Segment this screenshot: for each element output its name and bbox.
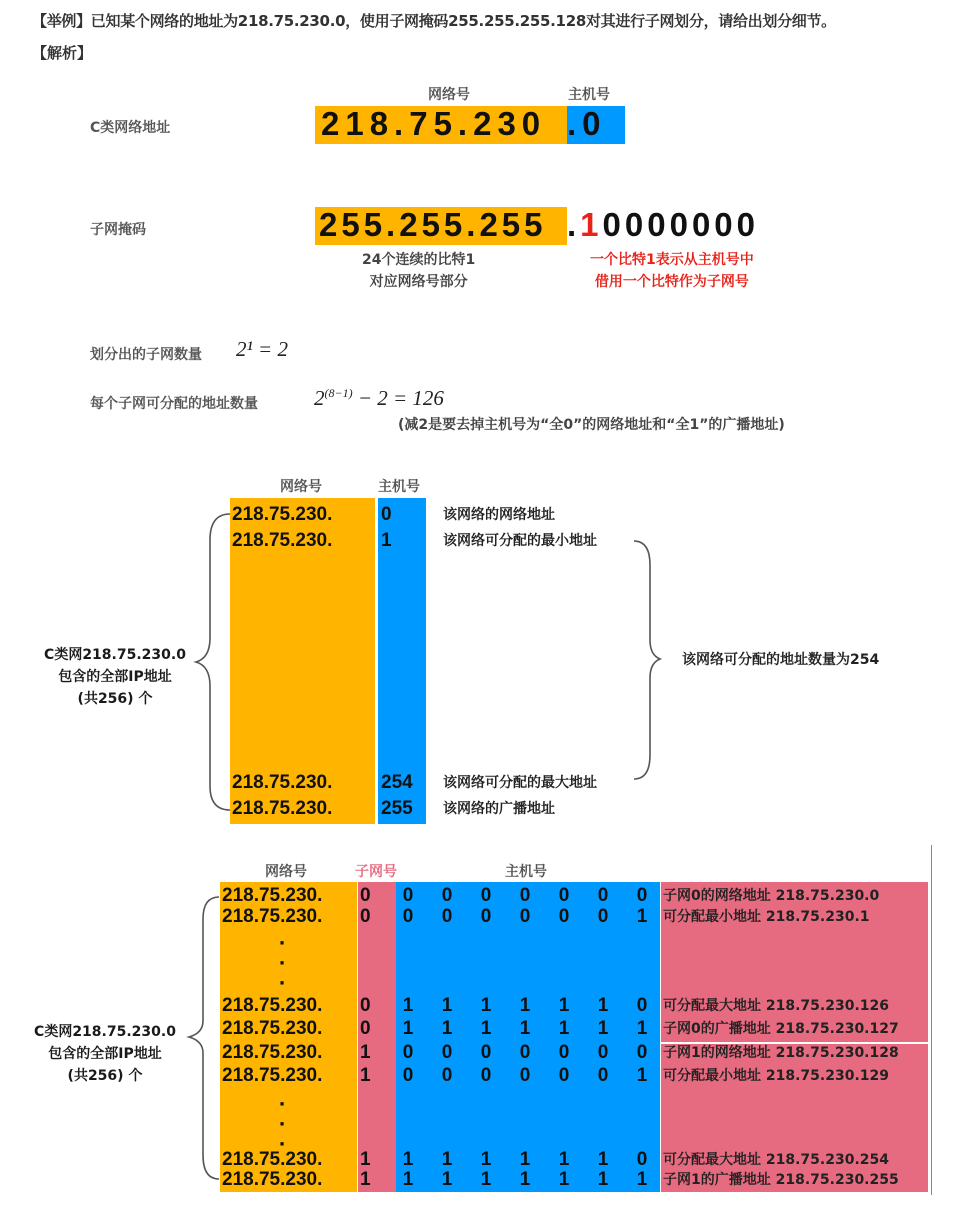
bit: 1 <box>558 995 570 1016</box>
s3-row-7-prefix: 218.75.230. <box>222 1169 323 1190</box>
s2-left-brace-label <box>30 644 200 710</box>
s2-brace-line-2: 包含的全部IP地址 <box>58 669 172 685</box>
hosts-per-subnet-label: 每个子网可分配的地址数量 <box>90 396 258 412</box>
bit: 1 <box>636 1018 648 1039</box>
subnet-count-formula: 2¹ = 2 <box>236 337 288 361</box>
s3-row-4-desc: 子网1的网络地址 218.75.230.128 <box>663 1045 899 1061</box>
bit: 0 <box>519 906 531 927</box>
bit: 1 <box>636 906 648 927</box>
bit: 0 <box>636 1042 648 1063</box>
bit: 1 <box>597 1149 609 1170</box>
s2-row-3-desc: 该网络的广播地址 <box>443 801 555 817</box>
s3-right-divider <box>931 845 932 1195</box>
bit: 1 <box>519 1018 531 1039</box>
bit: 0 <box>636 1149 648 1170</box>
s3-row-0-prefix: 218.75.230. <box>222 885 323 906</box>
s2-row-3-host: 255 <box>381 798 413 819</box>
s2-brace-line-3: (共256) 个 <box>77 691 153 707</box>
bit: 1 <box>441 995 453 1016</box>
s3-network-label: 网络号 <box>265 864 307 880</box>
bit: 0 <box>480 906 492 927</box>
hosts-note: (减2是要去掉主机号为“全0”的网络地址和“全1”的广播地址) <box>398 417 785 433</box>
mask-host-octet <box>567 207 759 243</box>
bit: 1 <box>519 1149 531 1170</box>
bit: 1 <box>480 1169 492 1190</box>
host-part-block <box>567 106 625 144</box>
bit: 0 <box>519 1065 531 1086</box>
bit: 1 <box>519 995 531 1016</box>
mask-note-network <box>362 249 475 293</box>
bit: 1 <box>480 995 492 1016</box>
s3-row-1-subnet: 0 <box>360 906 371 927</box>
s3-row-5-prefix: 218.75.230. <box>222 1065 323 1086</box>
s2-row-1-prefix: 218.75.230. <box>232 530 333 551</box>
host-part-label: 主机号 <box>568 87 610 103</box>
formula-exponent: (8−1) <box>324 386 353 400</box>
bit: 1 <box>597 995 609 1016</box>
analysis-label: 【解析】 <box>32 44 93 62</box>
s3-row-2-desc: 可分配最大地址 218.75.230.126 <box>663 998 889 1014</box>
bit: 1 <box>519 1169 531 1190</box>
bit: 0 <box>636 995 648 1016</box>
mask-network-part: 255.255.255 <box>319 206 547 243</box>
bit: 1 <box>402 995 414 1016</box>
red-note-line-2: 借用一个比特作为子网号 <box>594 274 749 290</box>
s3-row-7-bits <box>401 1168 649 1192</box>
s3-row-2-bits <box>401 994 649 1018</box>
bit: 0 <box>402 885 414 906</box>
s2-row-2-prefix: 218.75.230. <box>232 772 333 793</box>
s3-left-brace-label <box>20 1021 190 1087</box>
s3-row-1-desc: 可分配最小地址 218.75.230.1 <box>663 909 870 925</box>
s2-network-label: 网络号 <box>280 479 322 495</box>
hosts-per-subnet-formula <box>314 386 444 411</box>
s3-row-6-desc: 可分配最大地址 218.75.230.254 <box>663 1152 889 1168</box>
formula-base: 2 <box>314 386 325 410</box>
s3-row-4-prefix: 218.75.230. <box>222 1042 323 1063</box>
s2-right-brace-label: 该网络可分配的地址数量为254 <box>682 652 880 668</box>
mask-dot: . <box>567 206 581 243</box>
bit: 0 <box>402 1042 414 1063</box>
question-title: 【举例】已知某个网络的地址为218.75.230.0，使用子网掩码255.255.255.128对其进行子网划分，请给出划分细节。 <box>32 12 836 30</box>
mask-note-borrowed <box>590 249 754 293</box>
s2-row-2-host: 254 <box>381 772 413 793</box>
s3-row-6-subnet: 1 <box>360 1149 371 1170</box>
s3-row-3-prefix: 218.75.230. <box>222 1018 323 1039</box>
s3-row-4-bits <box>401 1041 649 1065</box>
mask-remaining-bits: 0000000 <box>602 206 760 243</box>
bit: 0 <box>558 885 570 906</box>
bit: 0 <box>402 1065 414 1086</box>
s3-subnet-label: 子网号 <box>355 864 397 880</box>
formula-rest: − 2 = 126 <box>357 386 444 410</box>
bit: 1 <box>441 1018 453 1039</box>
bit: 0 <box>480 885 492 906</box>
s2-row-1-host: 1 <box>381 530 392 551</box>
bit: 1 <box>558 1149 570 1170</box>
s3-host-label: 主机号 <box>505 864 547 880</box>
s3-row-3-subnet: 0 <box>360 1018 371 1039</box>
s3-brace-line-3: (共256) 个 <box>67 1068 143 1084</box>
bit: 1 <box>402 1018 414 1039</box>
bit: 1 <box>480 1018 492 1039</box>
s3-row-3-bits <box>401 1017 649 1041</box>
c-class-address-label: C类网络地址 <box>90 120 171 136</box>
s2-row-2-desc: 该网络可分配的最大地址 <box>443 775 597 791</box>
bit: 0 <box>597 906 609 927</box>
bit: 0 <box>402 906 414 927</box>
bit: 0 <box>597 1042 609 1063</box>
s2-host-label: 主机号 <box>378 479 420 495</box>
bit: 1 <box>402 1169 414 1190</box>
red-note-line-1: 一个比特1表示从主机号中 <box>590 252 754 268</box>
mask-borrowed-bit: 1 <box>580 206 603 243</box>
s3-row-0-desc: 子网0的网络地址 218.75.230.0 <box>663 888 880 904</box>
bit: 1 <box>636 1065 648 1086</box>
bit: 1 <box>480 1149 492 1170</box>
address-network-part: 218.75.230 <box>321 105 547 142</box>
s3-row-5-bits <box>401 1064 649 1088</box>
s3-row-0-subnet: 0 <box>360 885 371 906</box>
s3-row-6-prefix: 218.75.230. <box>222 1149 323 1170</box>
s2-row-0-prefix: 218.75.230. <box>232 504 333 525</box>
s3-brace-line-1: C类网218.75.230.0 <box>34 1024 176 1040</box>
s2-right-brace-icon <box>632 535 672 785</box>
bit: 1 <box>402 1149 414 1170</box>
bit: 1 <box>441 1149 453 1170</box>
bit: 0 <box>480 1042 492 1063</box>
s3-row-2-prefix: 218.75.230. <box>222 995 323 1016</box>
mask-network-block <box>315 207 567 245</box>
bit: 1 <box>636 1169 648 1190</box>
bit: 0 <box>636 885 648 906</box>
s2-row-0-host: 0 <box>381 504 392 525</box>
bit: 0 <box>441 906 453 927</box>
bit: 1 <box>558 1169 570 1190</box>
mask-note-line-2: 对应网络号部分 <box>369 274 468 290</box>
address-host-part: .0 <box>567 105 607 142</box>
bit: 0 <box>558 1042 570 1063</box>
s3-ellipsis-1: · · · <box>278 933 286 994</box>
bit: 1 <box>597 1018 609 1039</box>
s3-row-1-prefix: 218.75.230. <box>222 906 323 927</box>
bit: 0 <box>519 1042 531 1063</box>
network-part-label: 网络号 <box>428 87 470 103</box>
network-part-block <box>315 106 567 144</box>
s2-row-3-prefix: 218.75.230. <box>232 798 333 819</box>
s3-row-4-subnet: 1 <box>360 1042 371 1063</box>
subnet-count-label: 划分出的子网数量 <box>90 347 202 363</box>
s2-brace-line-1: C类网218.75.230.0 <box>44 647 186 663</box>
mask-note-line-1: 24个连续的比特1 <box>362 252 476 268</box>
bit: 1 <box>597 1169 609 1190</box>
bit: 1 <box>558 1018 570 1039</box>
s3-brace-line-2: 包含的全部IP地址 <box>48 1046 162 1062</box>
subnet-mask-label: 子网掩码 <box>90 222 146 238</box>
s3-row-5-subnet: 1 <box>360 1065 371 1086</box>
s3-row-7-desc: 子网1的广播地址 218.75.230.255 <box>663 1172 899 1188</box>
s3-row-7-subnet: 1 <box>360 1169 371 1190</box>
bit: 0 <box>519 885 531 906</box>
s3-row-2-subnet: 0 <box>360 995 371 1016</box>
bit: 0 <box>441 1042 453 1063</box>
bit: 1 <box>441 1169 453 1190</box>
bit: 0 <box>441 885 453 906</box>
s3-ellipsis-2: · · · <box>278 1094 286 1155</box>
bit: 0 <box>558 1065 570 1086</box>
bit: 0 <box>480 1065 492 1086</box>
bit: 0 <box>597 885 609 906</box>
s2-row-1-desc: 该网络可分配的最小地址 <box>443 533 597 549</box>
s3-row-3-desc: 子网0的广播地址 218.75.230.127 <box>663 1021 899 1037</box>
s3-row-1-bits <box>401 905 649 929</box>
s3-row-5-desc: 可分配最小地址 218.75.230.129 <box>663 1068 889 1084</box>
bit: 0 <box>441 1065 453 1086</box>
s2-row-0-desc: 该网络的网络地址 <box>443 507 555 523</box>
bit: 0 <box>558 906 570 927</box>
bit: 0 <box>597 1065 609 1086</box>
